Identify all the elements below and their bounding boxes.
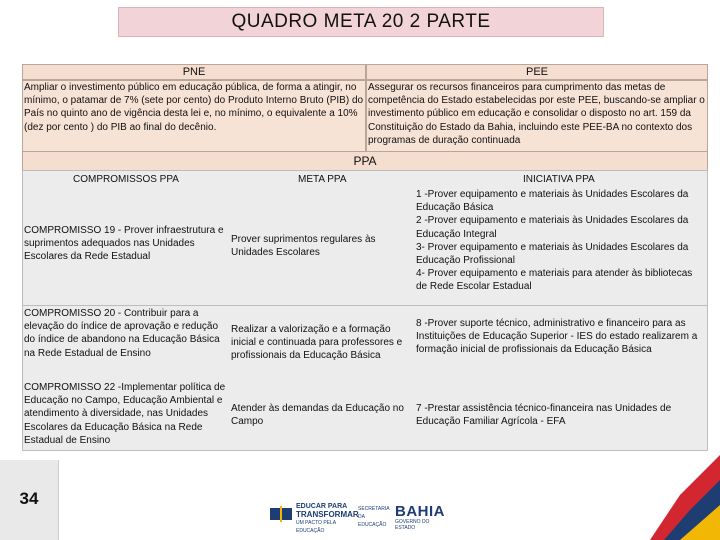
- row-divider: [23, 305, 707, 306]
- table-row-3-meta: Atender às demandas da Educação no Campo: [231, 403, 404, 428]
- table-row-2-meta: Realizar a valorização e a formação inicial e continuada para professores e profissionais da Educação Básica: [231, 324, 403, 362]
- educar-para-transformar-logo: EDUCAR PARA TRANSFORMAR UM PACTO PELA EDUCAÇÃO: [270, 503, 350, 525]
- pee-text: Assegurar os recursos financeiros para cumprimento das metas de competência do Estado estabelecidas por este PEE, buscando-se ampliar o investimento público em educação e consolidar o disposto no art. 159 da Constituição do Estado da Bahia, incluindo este PEE-BA no contexto dos programas de duração continuada: [366, 80, 708, 152]
- table-row-1-compromisso: COMPROMISSO 19 - Prover infraestrutura e suprimentos adequados nas Unidades Escolares da Rede Estadual: [24, 225, 224, 263]
- col-header-meta: META PPA: [298, 174, 347, 185]
- page-number: 34: [0, 460, 59, 540]
- table-row-2-compromisso: COMPROMISSO 20 - Contribuir para a elevação do índice de aprovação e redução do índice de abandono na Educação Básica na Rede Estadual de Ensino: [24, 308, 220, 359]
- table-row-3-iniciativa: 7 -Prestar assistência técnico-financeira nas Unidades de Educação Familiar Agrícola - EFA: [416, 403, 672, 428]
- ppa-table: [22, 170, 708, 451]
- table-row-3-compromisso: COMPROMISSO 22 -Implementar política de Educação no Campo, Educação Ambiental e atendimento à diversidade, nas Unidades Escolares da Educação Básica na Rede Estadual de Ensino: [24, 382, 226, 446]
- col-header-iniciativa: INICIATIVA PPA: [523, 174, 595, 185]
- secretaria-educacao-logo: SECRETARIA DA EDUCAÇÃO: [358, 506, 390, 528]
- table-row-1-iniciativa: 1 -Prover equipamento e materiais às Unidades Escolares da Educação Básica 2 -Prover equipamento e materiais às Unidades Escolares da Educação Integral 3- Prover equipamento e materiais às Unidades Escolares da Educação Profissional 4- Prover equipamento e materiais para atender às bibliotecas de Rede Escolar Estadual: [416, 189, 693, 293]
- ppa-header: PPA: [22, 152, 708, 170]
- pne-text: Ampliar o investimento público em educação pública, de forma a atingir, no mínimo, o patamar de 7% (sete por cento) do Produto Interno Bruto (PIB) do País no quinto ano de vigência desta lei e, no mínimo, o equivalente a 10% (dez por cento ) do PIB ao final do decênio.: [22, 80, 366, 152]
- page-title: QUADRO META 20 2 PARTE: [118, 7, 604, 37]
- table-row-1-meta: Prover suprimentos regulares às Unidades Escolares: [231, 234, 376, 259]
- pne-header: PNE: [22, 64, 366, 80]
- book-icon: [270, 506, 292, 522]
- bahia-logo: BAHIA GOVERNO DO ESTADO: [395, 503, 445, 531]
- col-header-compromissos: COMPROMISSOS PPA: [73, 174, 179, 185]
- table-row-2-iniciativa: 8 -Prover suporte técnico, administrativo e financeiro para as Instituições de Educação Superior - IES do estado realizarem a formação inicial de profissionais da Educação Básica: [416, 318, 698, 356]
- pee-header: PEE: [366, 64, 708, 80]
- decorative-corner-icon: [650, 455, 720, 540]
